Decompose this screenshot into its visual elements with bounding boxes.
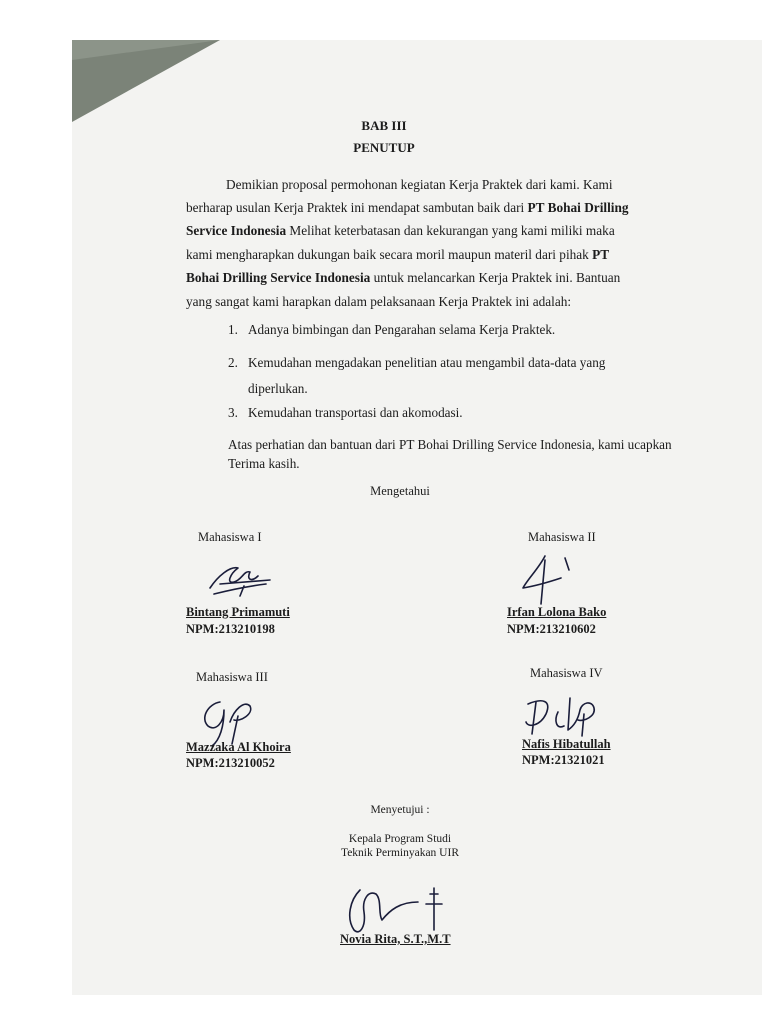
signature-student-4 xyxy=(518,690,608,740)
signature-student-2 xyxy=(515,548,585,608)
student-role: Mahasiswa I xyxy=(198,530,262,544)
paragraph-line: berharap usulan Kerja Praktek ini mendapat sambutan baik dari PT Bohai Drilling xyxy=(186,200,629,215)
paragraph-line: Service Indonesia Melihat keterbatasan dan kekurangan yang kami miliki maka xyxy=(186,223,615,238)
list-item: Adanya bimbingan dan Pengarahan selama Kerja Praktek. xyxy=(248,322,556,337)
list-item-number: 1. xyxy=(228,322,238,337)
list-item: Kemudahan mengadakan penelitian atau mengambil data-data yang xyxy=(248,355,606,370)
closing-line: Terima kasih. xyxy=(228,456,300,471)
approval-department: Teknik Perminyakan UIR xyxy=(340,847,459,859)
paragraph-line: Bohai Drilling Service Indonesia untuk melancarkan Kerja Praktek ini. Bantuan xyxy=(186,270,621,285)
approver-name: Novia Rita, S.T.,M.T xyxy=(340,932,451,946)
signature-approver xyxy=(338,880,458,938)
mengetahui-label: Mengetahui xyxy=(370,484,430,498)
student-role: Mahasiswa II xyxy=(528,530,596,544)
paragraph-line: Demikian proposal permohonan kegiatan Kerja Praktek dari kami. Kami xyxy=(226,177,613,192)
list-item-number: 2. xyxy=(228,355,238,370)
student-npm: NPM:21321021 xyxy=(522,753,605,767)
student-npm: NPM:213210052 xyxy=(186,756,275,770)
student-npm: NPM:213210602 xyxy=(507,622,596,636)
student-name: Mazzaka Al Khoira xyxy=(186,740,291,754)
student-name: Irfan Lolona Bako xyxy=(507,605,607,619)
closing-line: Atas perhatian dan bantuan dari PT Bohai Drilling Service Indonesia, kami ucapkan xyxy=(228,437,672,452)
paragraph-line: yang sangat kami harapkan dalam pelaksanaan Kerja Praktek ini adalah: xyxy=(186,294,572,309)
list-item: Kemudahan transportasi dan akomodasi. xyxy=(248,405,463,420)
list-item-number: 3. xyxy=(228,405,238,420)
student-role: Mahasiswa IV xyxy=(530,666,603,680)
student-role: Mahasiswa III xyxy=(196,670,268,684)
paragraph-line: kami mengharapkan dukungan baik secara moril maupun materil dari pihak PT xyxy=(186,247,610,262)
chapter-label: BAB III xyxy=(361,118,407,133)
student-name: Nafis Hibatullah xyxy=(522,737,611,751)
student-name: Bintang Primamuti xyxy=(186,605,290,619)
approval-position: Kepala Program Studi xyxy=(348,833,452,845)
approval-label: Menyetujui : xyxy=(370,804,430,816)
signature-student-1 xyxy=(200,558,280,600)
list-item: diperlukan. xyxy=(248,381,308,396)
page-corner-shadow xyxy=(72,40,220,122)
chapter-title: PENUTUP xyxy=(353,140,415,155)
student-npm: NPM:213210198 xyxy=(186,622,275,636)
